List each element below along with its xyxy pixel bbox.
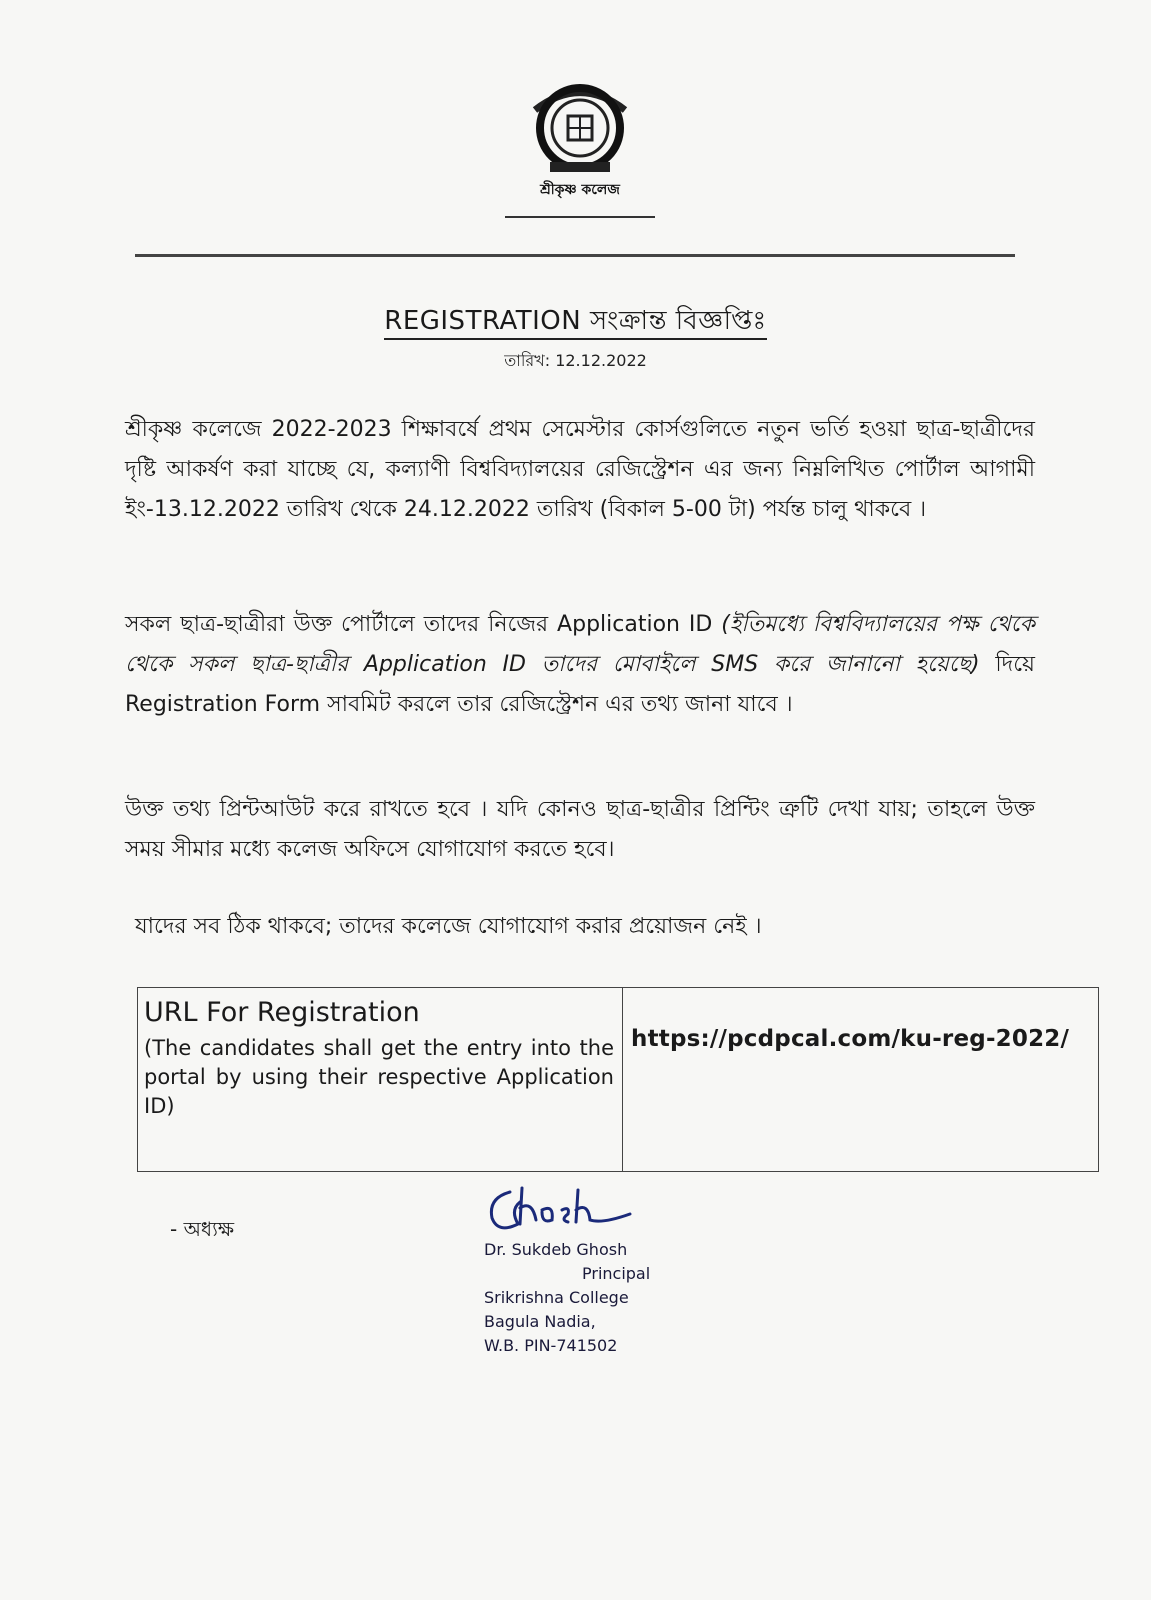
- paragraph-2: [125, 605, 1035, 725]
- signatory-address-2: W.B. PIN-741502: [484, 1336, 618, 1355]
- signatory-title: Principal: [582, 1264, 651, 1283]
- registration-url-link[interactable]: https://pcdpcal.com/ku-reg-2022/: [631, 1026, 1070, 1052]
- signatory-address-1: Bagula Nadia,: [484, 1312, 596, 1331]
- signature-icon: [480, 1180, 650, 1240]
- signatory-college: Srikrishna College: [484, 1288, 629, 1307]
- paragraph-2-part-b: (ইতিমধ্যে বিশ্ববিদ্যালয়ের পক্ষ থেকে থেকে সকল ছাত্র-ছাত্রীর Application ID তাদের মোবাইলে SMS করে জানানো হয়েছে): [125, 612, 1036, 677]
- registration-url-cell: [623, 988, 1098, 1171]
- header-divider: [135, 254, 1015, 257]
- signatory-block: [484, 1238, 684, 1358]
- registration-label: URL For Registration: [144, 997, 420, 1028]
- principal-designation-bn: - অধ্যক্ষ: [170, 1217, 235, 1241]
- paragraph-3: উক্ত তথ্য প্রিন্টআউট করে রাখতে হবে । যদি কোনও ছাত্র-ছাত্রীর প্রিন্টিং ত্রুটি দেখা যায়; তাহলে উক্ত সময় সীমার মধ্যে কলেজ অফিসে যোগাযোগ করতে হবে।: [125, 797, 1035, 862]
- paragraph-4: যাদের সব ঠিক থাকবে; তাদের কলেজে যোগাযোগ করার প্রয়োজন নেই ।: [135, 914, 762, 939]
- paragraph-2-part-a: সকল ছাত্র-ছাত্রীরা উক্ত পোর্টালে তাদের নিজের Application ID: [125, 612, 722, 637]
- paragraph-2-part-c: দিয়ে Registration Form সাবমিট করলে তার রেজিস্ট্রেশন এর তথ্য জানা যাবে ।: [125, 652, 1035, 717]
- registration-note: (The candidates shall get the entry into the portal by using their respective Application ID): [144, 1036, 614, 1118]
- registration-label-cell: [138, 988, 623, 1171]
- registration-table: [137, 987, 1099, 1172]
- paragraph-1: শ্রীকৃষ্ণ কলেজে 2022-2023 শিক্ষাবর্ষে প্রথম সেমেস্টার কোর্সগুলিতে নতুন ভর্তি হওয়া ছাত্র-ছাত্রীদের দৃষ্টি আকর্ষণ করা যাচ্ছে যে, কল্যাণী বিশ্ববিদ্যালয়ের রেজিস্ট্রেশন এর জন্য নিম্নলিখিত পোর্টাল আগামী ইং-13.12.2022 তারিখ থেকে 24.12.2022 তারিখ (বিকাল 5-00 টা) পর্যন্ত চালু থাকবে ।: [125, 417, 1035, 522]
- signatory-name: Dr. Sukdeb Ghosh: [484, 1240, 628, 1259]
- notice-title: [0, 300, 1151, 344]
- college-logo: [505, 70, 655, 230]
- notice-title-text: REGISTRATION সংক্রান্ত বিজ্ঞপ্তিঃ: [384, 306, 767, 340]
- logo-underline: [505, 216, 655, 218]
- notice-date: তারিখ: 12.12.2022: [504, 351, 647, 370]
- logo-caption: শ্রীকৃষ্ণ কলেজ: [540, 182, 620, 198]
